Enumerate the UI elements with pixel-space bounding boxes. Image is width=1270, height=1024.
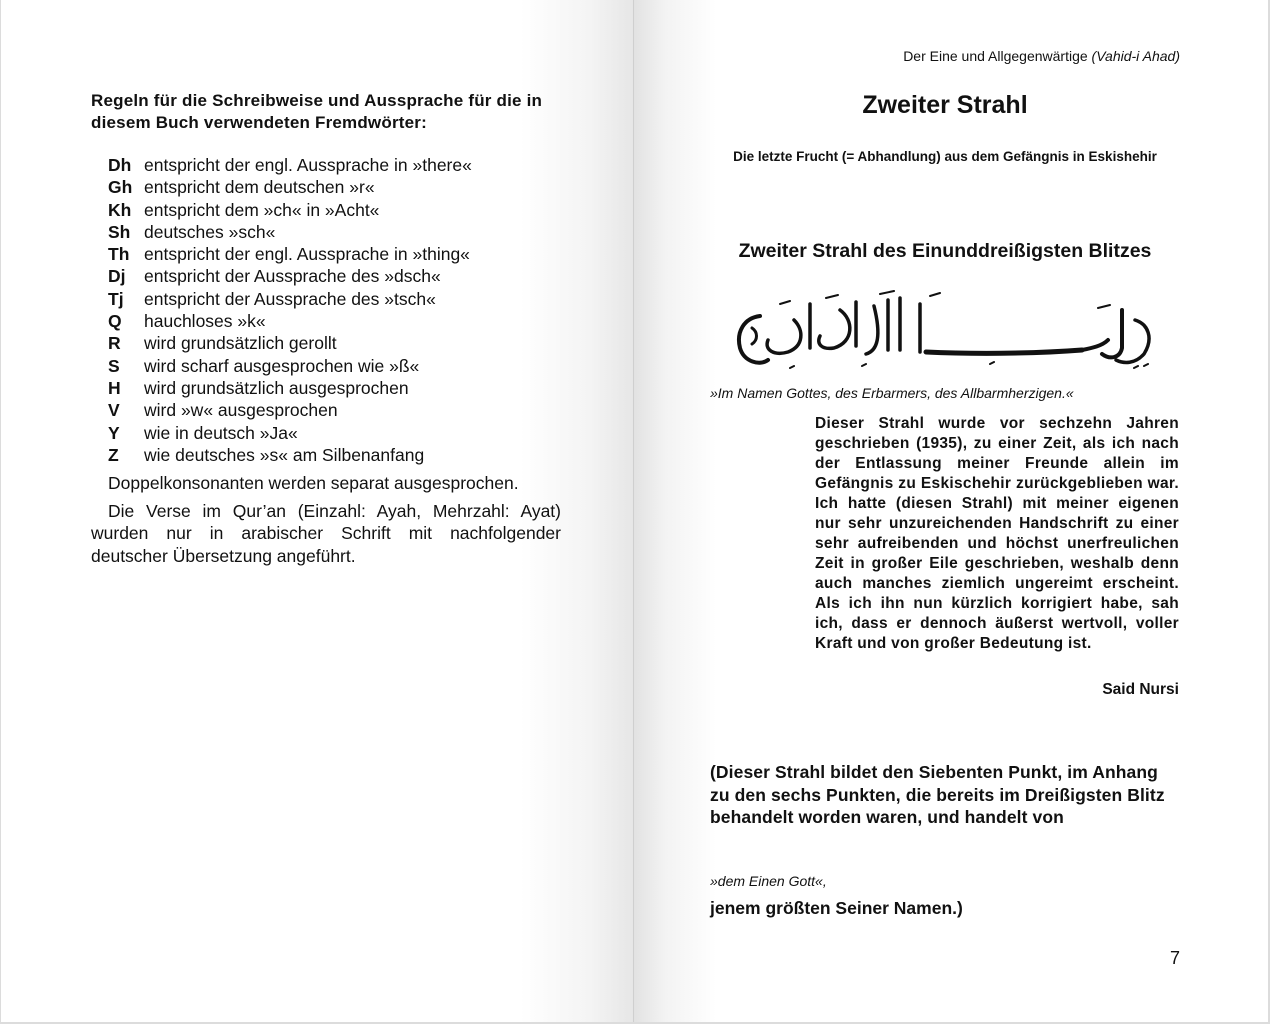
rule-row — [108, 422, 578, 444]
page-number: 7 — [1169, 948, 1180, 968]
rule-key: Q — [108, 311, 122, 332]
rule-text: wird grundsätzlich gerollt — [144, 333, 337, 354]
rule-text: entspricht dem deutschen »r« — [144, 177, 375, 198]
rule-key: R — [108, 333, 121, 354]
rule-row — [108, 221, 578, 243]
rule-key: Sh — [108, 221, 131, 242]
rules-heading: Regeln für die Schreibweise und Aussprache für die in diesem Buch verwendeten Fremdwörter: — [91, 91, 543, 132]
rule-key: Kh — [108, 199, 132, 220]
basmala-calligraphy — [730, 290, 1160, 374]
rule-key: Dj — [108, 266, 126, 287]
rule-key: Tj — [108, 288, 124, 309]
preface-paragraph: Dieser Strahl wurde vor sechzehn Jahren geschrieben (1935), zu einer Zeit, als ich nach der Entlassung meiner Freunde allein im Gefängnis zu Eskischehir zurückgeblieben war. Ich hatte (diesen Strahl) mit meiner eigenen nur sehr unzureichenden Handschrift zu einer sehr aufreibenden und höchst unerfreulichen Zeit in großer Eile geschrieben, weshalb denn auch manches ziemlich ungereimt erscheint. Als ich ihn nun kürzlich korrigiert habe, sah ich, dass er dennoch äußerst wertvoll, voller Kraft und von großer Bedeutung ist. — [815, 415, 1179, 652]
rule-key: V — [108, 400, 120, 421]
rule-text: entspricht der engl. Aussprache in »thing« — [144, 244, 470, 265]
rule-text: wie deutsches »s« am Silbenanfang — [144, 444, 425, 465]
rule-row — [108, 310, 578, 332]
rule-text: entspricht der Aussprache des »dsch« — [144, 266, 441, 287]
chapter-subtitle: Die letzte Frucht (= Abhandlung) aus dem Gefängnis in Eskishehir — [733, 149, 1157, 164]
double-consonants-paragraph: Doppelkonsonanten werden separat ausgesprochen. — [108, 473, 519, 493]
verses-paragraph: Die Verse im Qur’an (Einzahl: Ayah, Mehrzahl: Ayat) wurden nur in arabischer Schrift mit nachfolgender deutscher Übersetzung angeführt. — [91, 501, 561, 566]
rule-row — [108, 243, 578, 265]
rule-key: Dh — [108, 155, 132, 175]
rule-key: H — [108, 377, 121, 398]
rule-row — [108, 355, 578, 377]
rule-key: S — [108, 355, 120, 376]
rule-text: wird grundsätzlich ausgesprochen — [144, 377, 409, 398]
rule-key: Th — [108, 244, 130, 265]
rule-row — [108, 444, 578, 466]
rule-text: hauchloses »k« — [144, 311, 266, 332]
rule-key: Z — [108, 444, 119, 465]
rule-text: deutsches »sch« — [144, 221, 276, 242]
author-signature: Said Nursi — [1102, 681, 1179, 698]
rule-row — [108, 332, 578, 354]
rule-row — [108, 288, 578, 310]
rules-list — [108, 154, 578, 466]
rule-row — [108, 154, 578, 176]
rule-text: entspricht der Aussprache des »tsch« — [144, 288, 436, 309]
rule-row — [108, 377, 578, 399]
chapter-title: Zweiter Strahl — [862, 91, 1028, 119]
rule-text: entspricht dem »ch« in »Acht« — [144, 199, 380, 220]
rule-text: wird »w« ausgesprochen — [144, 400, 338, 421]
rule-text: wie in deutsch »Ja« — [144, 422, 298, 443]
rule-text: entspricht der engl. Aussprache in »there« — [144, 155, 472, 175]
quote-one-god: »dem Einen Gott«, — [710, 873, 827, 889]
rule-row — [108, 265, 578, 287]
left-page — [1, 0, 634, 1022]
rule-row — [108, 176, 578, 198]
running-head — [903, 47, 1180, 65]
basmala-text: بسم الله الرحمن الرحيم — [730, 290, 740, 291]
rule-key: Gh — [108, 177, 133, 198]
rule-row — [108, 399, 578, 421]
running-head-italic: (Vahid-i Ahad) — [1091, 48, 1180, 64]
rule-key: Y — [108, 422, 120, 443]
running-head-title: Der Eine und Allgegenwärtige — [903, 48, 1088, 64]
rule-text: wird scharf ausgesprochen wie »ß« — [144, 355, 420, 376]
section-title: Zweiter Strahl des Einunddreißigsten Blitzes — [738, 240, 1152, 262]
rule-row — [108, 199, 578, 221]
closing-line: jenem größten Seiner Namen.) — [710, 898, 963, 918]
basmala-translation: »Im Namen Gottes, des Erbarmers, des Allbarmherzigen.« — [710, 385, 1074, 401]
section-note: (Dieser Strahl bildet den Siebenten Punkt, im Anhang zu den sechs Punkten, die bereits im Dreißigsten Blitz behandelt worden waren, und handelt von — [710, 762, 1165, 827]
